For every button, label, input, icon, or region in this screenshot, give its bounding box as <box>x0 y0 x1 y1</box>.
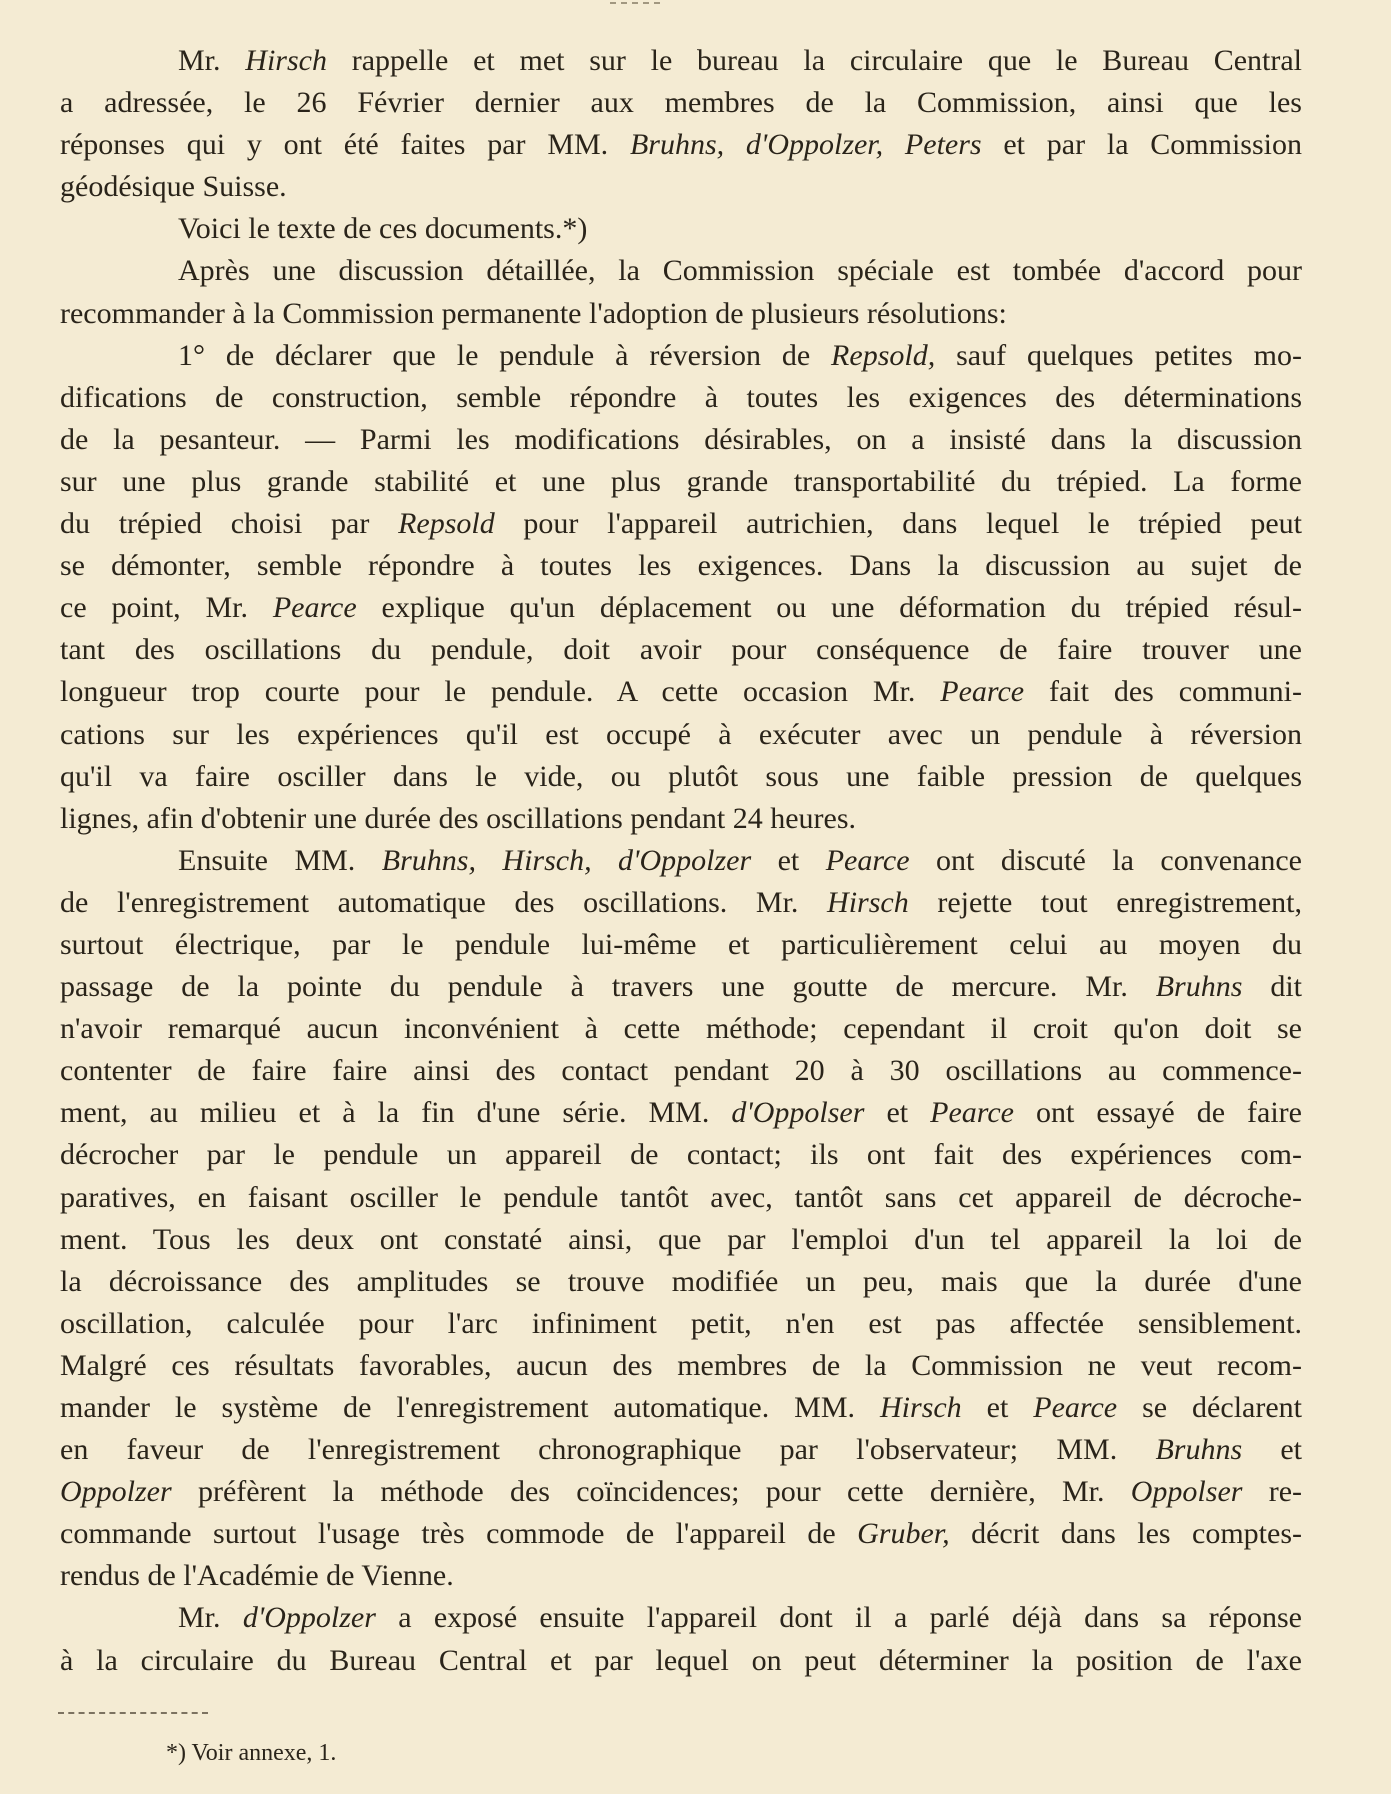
text-run: contenter de faire faire ainsi des contact pendant 20 à 30 oscillations au commence- <box>60 1054 1302 1088</box>
text-run: et <box>751 843 826 877</box>
text-run: explique qu'un déplacement ou une déformation du trépied résul- <box>356 591 1302 625</box>
person-name: Pearce <box>272 591 357 625</box>
text-line <box>60 124 1302 166</box>
text-run: n'avoir remarqué aucun inconvénient à cette méthode; cependant il croit qu'on doit se <box>60 1012 1302 1046</box>
text-line <box>60 1429 1302 1471</box>
text-line <box>60 1008 1302 1050</box>
text-line <box>60 1261 1302 1303</box>
text-line <box>60 1640 1302 1682</box>
text-run: Mr. <box>178 44 246 77</box>
text-line <box>60 82 1302 124</box>
text-line <box>60 882 1302 924</box>
text-run: en faveur de l'enregistrement chronographique par l'observateur; MM. <box>60 1433 1156 1467</box>
text-line <box>60 1303 1302 1345</box>
person-name: d'Oppolser <box>731 1096 865 1130</box>
text-line <box>60 629 1302 671</box>
text-run: sur une plus grande stabilité et une plus grande transportabilité du trépied. La forme <box>60 464 1302 498</box>
text-run: se démonter, semble répondre à toutes les exigences. Dans la discussion au sujet de <box>60 549 1302 583</box>
text-run: 1° de déclarer que le pendule à réversion de <box>178 338 832 372</box>
text-run: de la pesanteur. — Parmi les modifications désirables, on a insisté dans la discussion <box>60 422 1302 456</box>
body-text <box>60 40 1302 1682</box>
person-name: Pearce <box>1033 1391 1118 1424</box>
text-run: à la circulaire du Bureau Central et par lequel on peut déterminer la position de l'axe <box>60 1643 1302 1677</box>
text-line <box>60 40 1302 82</box>
text-run: se déclarent <box>1117 1391 1302 1424</box>
text-run: Après une discussion détaillée, la Commission spéciale est tombée d'accord pour <box>178 254 1302 288</box>
text-run: commande surtout l'usage très commode de l'appareil de <box>60 1517 858 1551</box>
person-name: Pearce <box>940 675 1025 709</box>
person-name: Bruhns <box>1155 970 1243 1004</box>
person-name: Bruhns, Hirsch, d'Oppolzer <box>381 843 752 877</box>
text-run: re- <box>1242 1475 1303 1509</box>
person-name: Oppolser <box>1130 1475 1243 1509</box>
text-line <box>60 250 1302 292</box>
text-run: et <box>864 1096 931 1130</box>
text-line <box>60 671 1302 713</box>
text-line <box>60 1134 1302 1176</box>
text-run: ment, au milieu et à la fin d'une série. MM. <box>60 1096 732 1130</box>
person-name: Oppolzer <box>60 1475 172 1509</box>
text-run: rendus de l'Académie de Vienne. <box>60 1559 454 1593</box>
text-line <box>60 966 1302 1008</box>
footnote-rule <box>58 1712 208 1716</box>
text-run: ment. Tous les deux ont constaté ainsi, que par l'emploi d'un tel appareil la loi de <box>60 1222 1302 1256</box>
text-line <box>60 419 1302 461</box>
text-run: Mr. <box>178 1601 243 1635</box>
person-name: Pearce <box>930 1096 1014 1130</box>
text-run: décrocher par le pendule un appareil de contact; ils ont fait des expériences com- <box>60 1138 1302 1172</box>
text-run: rejette tout enregistrement, <box>908 885 1302 919</box>
person-name: Hirsch <box>880 1391 962 1424</box>
text-line <box>60 1387 1302 1429</box>
text-line <box>60 840 1302 882</box>
person-name: Repsold <box>398 507 495 541</box>
text-line <box>60 1471 1302 1513</box>
text-line <box>60 1555 1302 1597</box>
text-line <box>60 1597 1302 1639</box>
text-run: pour l'appareil autrichien, dans lequel le trépied peut <box>494 507 1302 541</box>
text-run: longueur trop courte pour le pendule. A cette occasion Mr. <box>60 675 941 709</box>
text-run: sauf quelques petites mo- <box>935 338 1302 372</box>
text-run: Ensuite MM. <box>178 843 382 877</box>
text-run: a exposé ensuite l'appareil dont il a parlé déjà dans sa réponse <box>375 1601 1302 1635</box>
text-run: et <box>1242 1433 1302 1467</box>
text-run: difications de construction, semble répondre à toutes les exigences des déterminations <box>60 380 1302 414</box>
text-run: paratives, en faisant osciller le pendule tantôt avec, tantôt sans cet appareil de décroche- <box>60 1180 1302 1214</box>
text-line <box>60 335 1302 377</box>
text-run: surtout électrique, par le pendule lui-même et particulièrement celui au moyen du <box>60 927 1302 961</box>
text-line <box>60 924 1302 966</box>
text-run: décrit dans les comptes- <box>949 1517 1302 1551</box>
text-run: mander le système de l'enregistrement automatique. MM. <box>60 1391 881 1424</box>
text-run: préfèrent la méthode des coïncidences; pour cette dernière, Mr. <box>171 1475 1131 1509</box>
text-run: a adressée, le 26 Février dernier aux membres de la Commission, ainsi que les <box>60 86 1302 120</box>
text-run: ont essayé de faire <box>1013 1096 1302 1130</box>
text-run: ce point, Mr. <box>60 591 273 625</box>
text-run: fait des communi- <box>1024 675 1303 709</box>
text-run: lignes, afin d'obtenir une durée des oscillations pendant 24 heures. <box>60 801 857 835</box>
text-run: qu'il va faire osciller dans le vide, ou plutôt sous une faible pression de quelques <box>60 759 1302 793</box>
text-line <box>60 1177 1302 1219</box>
text-line <box>60 1345 1302 1387</box>
text-run: ont discuté la convenance <box>909 843 1302 877</box>
text-line <box>60 166 1302 208</box>
person-name: Bruhns <box>1155 1433 1243 1467</box>
footnote: *) Voir annexe, 1. <box>166 1740 337 1766</box>
person-name: Gruber, <box>857 1517 950 1551</box>
text-run: la décroissance des amplitudes se trouve modifiée un peu, mais que la durée d'une <box>60 1264 1302 1298</box>
text-line <box>60 503 1302 545</box>
text-line <box>60 798 1302 840</box>
text-run: tant des oscillations du pendule, doit avoir pour conséquence de faire trouver une <box>60 633 1302 667</box>
text-run: cations sur les expériences qu'il est occupé à exécuter avec un pendule à réversion <box>60 717 1302 751</box>
text-line <box>60 293 1302 335</box>
text-line <box>60 377 1302 419</box>
text-run: du trépied choisi par <box>60 507 399 541</box>
text-line <box>60 461 1302 503</box>
text-run: réponses qui y ont été faites par MM. <box>60 128 630 162</box>
text-run: et <box>961 1391 1034 1424</box>
person-name: d'Oppolzer <box>242 1601 376 1635</box>
text-line <box>60 756 1302 798</box>
text-run: dit <box>1242 970 1302 1004</box>
person-name: Hirsch <box>827 885 909 919</box>
text-line <box>60 1092 1302 1134</box>
text-line <box>60 587 1302 629</box>
text-run: Voici le texte de ces documents.*) <box>178 212 588 246</box>
text-run: passage de la pointe du pendule à travers une goutte de mercure. Mr. <box>60 970 1156 1004</box>
text-line <box>60 1219 1302 1261</box>
text-line <box>60 1050 1302 1092</box>
page-number-mark <box>610 2 660 7</box>
person-name: Bruhns, d'Oppolzer, Peters <box>629 128 982 162</box>
text-line <box>60 208 1302 250</box>
text-run: Malgré ces résultats favorables, aucun des membres de la Commission ne veut recom- <box>60 1348 1302 1382</box>
text-run: et par la Commission <box>981 128 1302 162</box>
text-run: géodésique Suisse. <box>60 170 287 204</box>
text-run: recommander à la Commission permanente l'adoption de plusieurs résolutions: <box>60 296 1007 330</box>
text-line <box>60 714 1302 756</box>
person-name: Repsold, <box>831 338 936 372</box>
text-run: rappelle et met sur le bureau la circulaire que le Bureau Central <box>326 44 1302 77</box>
text-line <box>60 1513 1302 1555</box>
text-line <box>60 545 1302 587</box>
text-run: de l'enregistrement automatique des oscillations. Mr. <box>60 885 828 919</box>
person-name: Hirsch <box>245 44 327 77</box>
person-name: Pearce <box>825 843 910 877</box>
text-run: oscillation, calculée pour l'arc infiniment petit, n'en est pas affectée sensiblement. <box>60 1306 1302 1340</box>
